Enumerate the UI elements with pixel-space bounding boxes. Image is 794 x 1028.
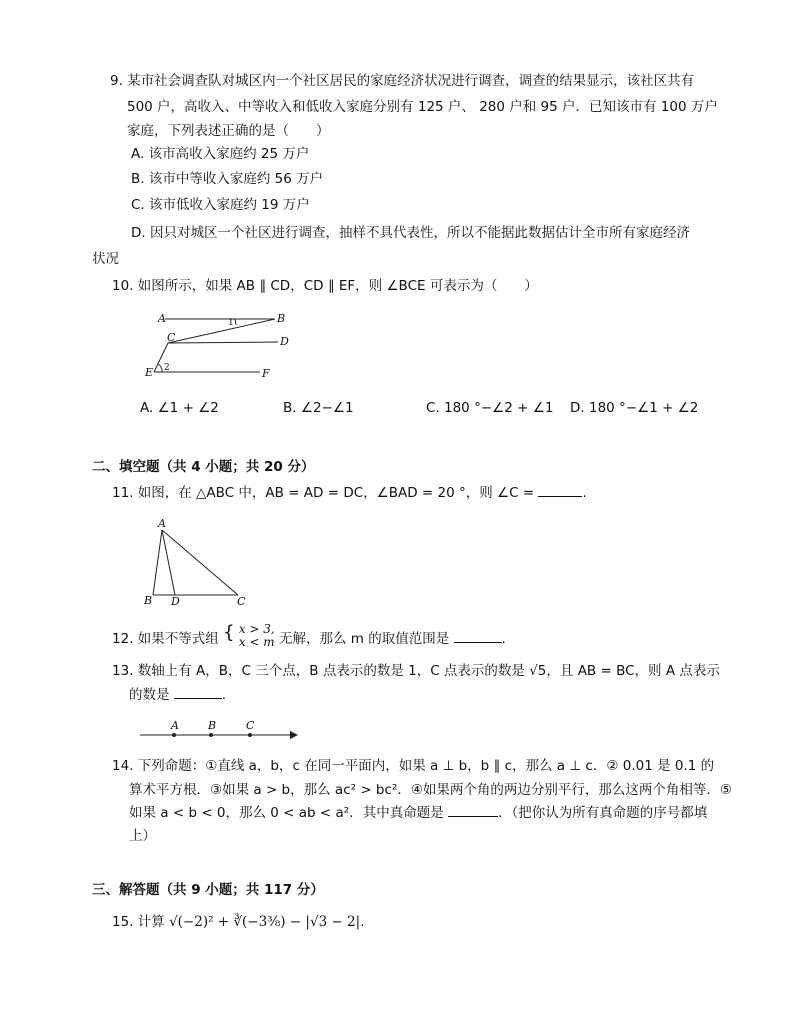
- q12-answer-blank[interactable]: [454, 630, 502, 643]
- q9-line3: 家庭，下列表述正确的是（ ）: [127, 123, 330, 139]
- q13-number-line: [140, 719, 300, 743]
- q10-label-C: C: [167, 331, 176, 344]
- q11-answer-blank[interactable]: [538, 484, 582, 497]
- q10-label-F: F: [262, 367, 270, 380]
- q13-line2-wrap: [129, 686, 226, 704]
- q12-brace: {: [223, 622, 235, 643]
- q12-line: [112, 623, 506, 655]
- q10-parallel-lines-figure: [140, 306, 290, 384]
- q12-end: .: [501, 631, 506, 647]
- q11-label-B: B: [144, 594, 153, 607]
- q10-stem: 10. 如图所示，如果 AB ∥ CD，CD ∥ EF，则 ∠BCE 可表示为（ ）: [112, 278, 538, 294]
- q9-option-d: D. 因只对城区一个社区进行调查，抽样不具代表性，所以不能据此数据估计全市所有家庭经济: [131, 225, 690, 241]
- q10-option-b: B. ∠2−∠1: [283, 400, 354, 416]
- q11-label-D: D: [171, 595, 180, 608]
- q10-angle-1: 1: [228, 318, 234, 328]
- q13-point-B: [209, 733, 213, 737]
- q11-stem: 11. 如图，在 △ABC 中，AB = AD = DC，∠BAD = 20 °，则 ∠C =: [112, 485, 535, 501]
- section-2-heading: 二、填空题（共 4 小题；共 20 分）: [92, 459, 315, 475]
- q13-line2: 的数是: [129, 687, 170, 703]
- q11-label-C: C: [237, 595, 246, 608]
- q13-label-C: C: [246, 719, 255, 732]
- q14-line3-a: 如果 a < b < 0，那么 0 < ab < a²．其中真命题是: [129, 805, 444, 821]
- q11-end: .: [582, 485, 587, 501]
- q11-triangle-figure: [140, 518, 255, 608]
- q9-line2: 500 户，高收入、中等收入和低收入家庭分别有 125 户、 280 户和 95 户．已知该市有 100 万户: [127, 99, 718, 115]
- q9-option-c: C. 该市低收入家庭约 19 万户: [131, 197, 310, 213]
- q14-line3-b: ．（把你认为所有真命题的序号都填: [498, 805, 708, 821]
- q9-option-a: A. 该市高收入家庭约 25 万户: [131, 146, 310, 162]
- q13-label-A: A: [171, 719, 179, 732]
- q11-stem-line: [112, 484, 587, 502]
- q13-end: .: [221, 687, 227, 703]
- q10-option-c: C. 180 °−∠2 + ∠1: [426, 400, 554, 416]
- q14-line2: 算术平方根．③如果 a > b，那么 ac² > bc²．④如果两个角的两边分别平行，那么这两个角相等．⑤: [129, 782, 733, 798]
- q10-label-B: B: [277, 312, 286, 325]
- q9-line1: 9. 某市社会调查队对城区内一个社区居民的家庭经济状况进行调查，调查的结果显示，该社区共有: [110, 73, 695, 89]
- q15-end: .: [360, 914, 365, 930]
- q14-line1: 14. 下列命题：①直线 a，b，c 在同一平面内，如果 a ⊥ b，b ∥ c，那么 a ⊥ c．② 0.01 是 0.1 的: [112, 758, 715, 774]
- q12-system-line1: x > 3,: [238, 622, 275, 636]
- q10-label-E: E: [145, 366, 154, 379]
- q12-post: 无解，那么 m 的取值范围是: [279, 631, 450, 647]
- q15-expression: √(−2)² + ∛(−3³⁄₈) − |√3 − 2|: [169, 914, 361, 930]
- q14-line3: [129, 804, 707, 822]
- q12-system-line2: x < m: [238, 635, 275, 649]
- q13-answer-blank[interactable]: [174, 686, 222, 699]
- q12-system: [239, 623, 275, 649]
- q14-line4: 上）: [129, 828, 156, 844]
- section-3-heading: 三、解答题（共 9 小题；共 117 分）: [92, 882, 324, 898]
- q13-label-B: B: [208, 719, 217, 732]
- q10-angle-2: 2: [164, 363, 170, 373]
- q9-option-b: B. 该市中等收入家庭约 56 万户: [131, 171, 324, 187]
- q15-pre: 15. 计算: [112, 914, 165, 930]
- q10-option-a: A. ∠1 + ∠2: [140, 400, 219, 416]
- q10-label-D: D: [280, 335, 289, 348]
- q14-answer-blank[interactable]: [448, 804, 498, 817]
- q11-label-A: A: [158, 518, 166, 530]
- q12-pre: 12. 如果不等式组: [112, 631, 219, 647]
- q15-line: [112, 913, 364, 931]
- q13-point-A: [172, 733, 176, 737]
- q13-point-C: [248, 733, 252, 737]
- q10-option-d: D. 180 °−∠1 + ∠2: [570, 400, 699, 416]
- q10-label-A: A: [158, 312, 166, 325]
- q9-option-d-cont: 状况: [92, 251, 119, 267]
- q13-line1: 13. 数轴上有 A，B，C 三个点，B 点表示的数是 1，C 点表示的数是 √5，且 AB = BC，则 A 点表示: [112, 663, 720, 679]
